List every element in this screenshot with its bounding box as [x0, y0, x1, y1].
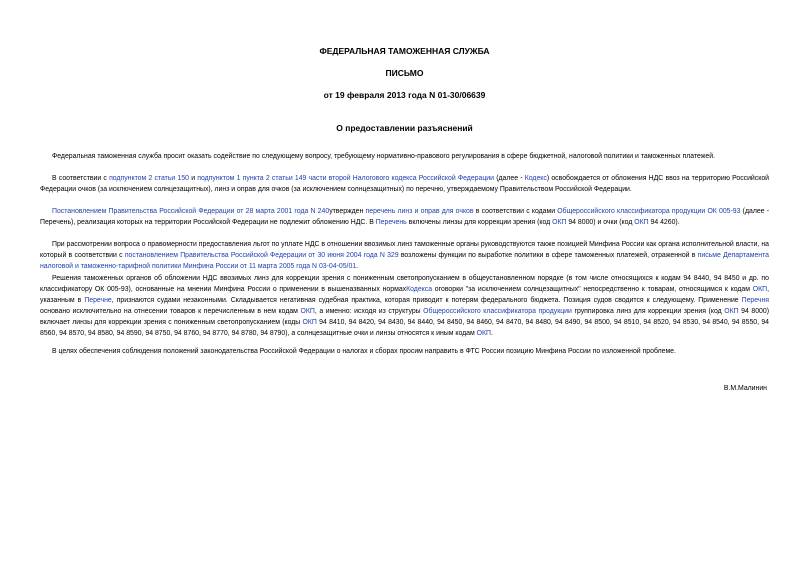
p3-text-1: утвержден	[329, 208, 366, 215]
paragraph-1	[40, 151, 769, 162]
link-list[interactable]: Перечень	[375, 219, 407, 226]
p3-text-4: включены линзы для коррекции зрения (код	[406, 219, 553, 226]
document-type-heading: ПИСЬМО	[385, 68, 424, 78]
signature: В.М.Малинин	[723, 385, 767, 392]
p2-text-1: В соответствии с	[52, 175, 110, 182]
p3-text-6: 94 4260).	[648, 219, 680, 226]
link-okp-classifier-2[interactable]: Общероссийского классификатора продукции	[423, 308, 572, 315]
paragraph-6	[40, 346, 769, 357]
p5-text-3: , указанным в	[40, 286, 769, 304]
link-lens-frame-list[interactable]: перечень линз и оправ для очков	[365, 208, 474, 215]
link-okp-7[interactable]: ОКП	[476, 330, 491, 337]
link-government-decree-329[interactable]: постановлением Правительства Российской Федерации от 30 июня 2004 года N 329	[124, 252, 399, 259]
paragraph-4	[40, 239, 769, 272]
p5-text-4: , признаются судами незаконными. Складывается негативная судебная практика, которая приводит к потерям федерального бюджета. Позиция судов сводится к следующему. Применение	[111, 297, 742, 304]
link-list-3[interactable]: Перечня	[741, 297, 769, 304]
p2-text-2: и	[188, 175, 198, 182]
organization-heading: ФЕДЕРАЛЬНАЯ ТАМОЖЕННАЯ СЛУЖБА	[319, 46, 490, 56]
link-code[interactable]: Кодекса	[406, 286, 433, 293]
paragraph-6-text: В целях обеспечения соблюдения положений законодательства Российской Федерации о налогах и сборах просим направить в ФТС России позицию Минфина России по изложенной проблеме.	[52, 348, 676, 355]
p2-text-4: ) освобождается от обложения НДС ввоз на территорию Российской Федерации очков (за исключением солнцезащитных), линз и оправ для очков (за исключением солнцезащитных) по перечню, утверждаемому Правительством Российской Федерации.	[40, 175, 769, 193]
paragraph-3	[40, 206, 769, 228]
paragraph-5	[40, 273, 769, 339]
p5-text-2: оговорки "за исключением солнцезащитных" непосредственно к товарам, относящимся к кодам	[432, 286, 753, 293]
p5-text-7: группировка линз для коррекции зрения (код	[571, 308, 725, 315]
p5-text-9: 94 8410, 94 8420, 94 8430, 94 8440, 94 8450, 94 8460, 94 8470, 94 8480, 94 8490, 94 8500, 94 8510, 94 8520, 94 8530, 94 8540, 94 8550, 94 8560, 94 8570, 94 8580, 94 8590, 94 8750, 94 8760, 94 8770, 94 8780, 94 8790), а солнцезащитные очки и линзы относятся к иным кодам	[40, 319, 769, 337]
p5-text-10: .	[490, 330, 493, 337]
p2-text-3: (далее -	[493, 175, 525, 182]
link-okp-2[interactable]: ОКП	[634, 219, 649, 226]
link-okp-3[interactable]: ОКП	[752, 286, 768, 293]
document-title: О предоставлении разъяснений	[336, 123, 473, 133]
link-okp-5[interactable]: ОКП	[724, 308, 739, 315]
p5-text-6: , а именно: исходя из структуры	[314, 308, 424, 315]
p5-text-1: Решения таможенных органов об обложении НДС ввозимых линз для коррекции зрения с пониженным светопропусканием в общеустановленном порядке (в том числе относящихся к кодам 94 8440, 94 8450 и др. по классификатору ОК 005-93), основанные на мнении Минфина России о применении в вышеназванных нормах	[40, 275, 769, 293]
link-list-2[interactable]: Перечне	[84, 297, 112, 304]
document-date-number: от 19 февраля 2013 года N 01-30/06639	[323, 90, 486, 100]
link-okp-classifier[interactable]: Общероссийского классификатора продукции ОК 005-93	[557, 208, 741, 215]
p4-text-2: возложены функции по выработке политики в сфере таможенных платежей, отраженной в	[398, 252, 698, 259]
p4-text-1: При рассмотрении вопроса о правомерности предоставления льгот по уплате НДС в отношении ввозимых линз таможенные органы руководствуются также позицией Минфина России как органа исполнительной власти, на который в соответствии с	[40, 241, 769, 259]
p4-text-3: .	[356, 263, 359, 270]
link-code[interactable]: Кодекс	[524, 175, 547, 182]
p5-text-8: 94 8000) включает линзы для коррекции зрения с пониженным светопропусканием (коды	[40, 308, 769, 326]
p5-text-5: основано исключительно на отнесении товаров к перечисленным в нем кодам	[40, 308, 301, 315]
link-minfin-letter[interactable]: письме Департамента налоговой и таможенно-тарифной политики Минфина России от 11 марта 2005 года N 03-04-05/01	[40, 252, 770, 270]
link-government-decree-240[interactable]: Постановлением Правительства Российской Федерации от 28 марта 2001 года N 240	[52, 208, 330, 215]
p3-text-5: 94 8000) и очки (код	[566, 219, 635, 226]
p3-text-3: (далее - Перечень), реализация которых на территории Российской Федерации не подлежит обложению НДС. В	[40, 208, 770, 226]
link-okp-1[interactable]: ОКП	[552, 219, 567, 226]
link-okp-6[interactable]: ОКП	[302, 319, 317, 326]
link-tax-code-art-150[interactable]: подпунктом 2 статьи 150	[109, 175, 189, 182]
paragraph-1-text: Федеральная таможенная служба просит оказать содействие по следующему вопросу, требующему нормативно-правового регулирования в сфере бюджетной, налоговой политики и таможенных платежей.	[52, 153, 716, 160]
document-page	[40, 0, 769, 571]
p3-text-2: в соответствии с кодами	[473, 208, 558, 215]
link-okp-4[interactable]: ОКП	[300, 308, 315, 315]
paragraph-2	[40, 173, 769, 195]
link-tax-code-art-149[interactable]: подпунктом 1 пункта 2 статьи 149 части второй Налогового кодекса Российской Федерации	[197, 175, 494, 182]
